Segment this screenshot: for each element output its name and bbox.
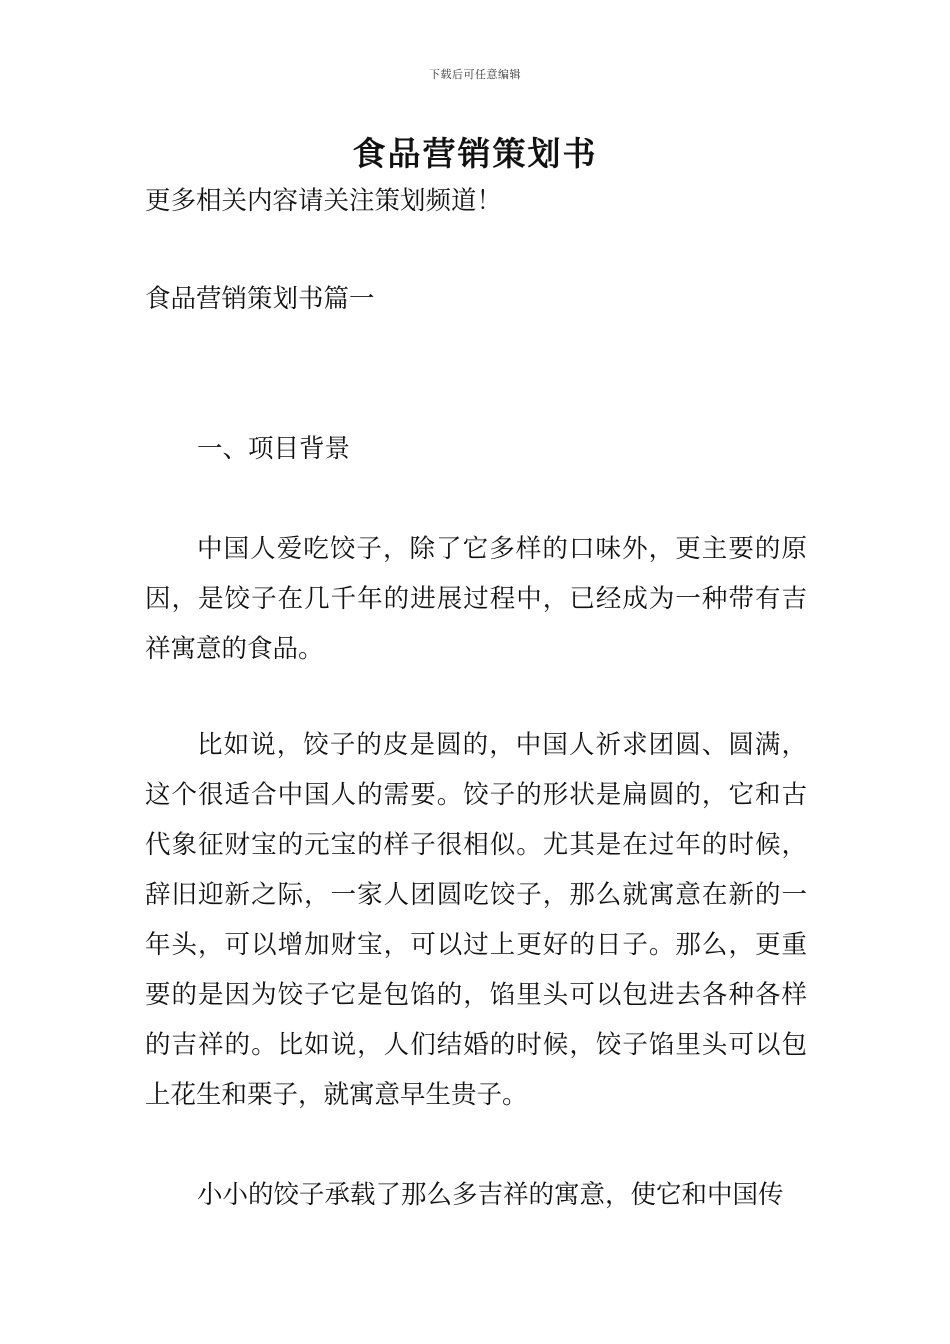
section-heading-text: 一、项目背景 [197,434,351,464]
paragraph-text: 中国人爱吃饺子，除了它多样的口味外，更主要的原因，是饺子在几千年的进展过程中，已经成为一种带有吉祥寓意的食品。 [145,534,807,664]
paragraph-1 [145,524,807,674]
header-note: 下载后可任意编辑 [429,68,521,81]
subtitle [145,176,807,226]
paragraph-3 [145,1170,807,1220]
paragraph-2 [145,720,807,1120]
document-title: 食品营销策划书 [352,134,598,173]
paragraph-text: 比如说，饺子的皮是圆的，中国人祈求团圆、圆满，这个很适合中国人的需要。饺子的形状是扁圆的，它和古代象征财宝的元宝的样子很相似。尤其是在过年的时候，辞旧迎新之际，一家人团圆吃饺子，那么就寓意在新的一年头，可以增加财宝，可以过上更好的日子。那么，更重要的是因为饺子它是包馅的，馅里头可以包进去各种各样的吉祥的。比如说，人们结婚的时候，饺子馅里头可以包上花生和栗子，就寓意早生贵子。 [145,730,807,1110]
section-label [145,274,807,324]
subtitle-text: 更多相关内容请关注策划频道！ [145,186,503,216]
paragraph-text: 小小的饺子承载了那么多吉祥的寓意，使它和中国传 [197,1180,784,1210]
section-heading [145,424,807,474]
section-label-text: 食品营销策划书篇一 [145,284,375,314]
